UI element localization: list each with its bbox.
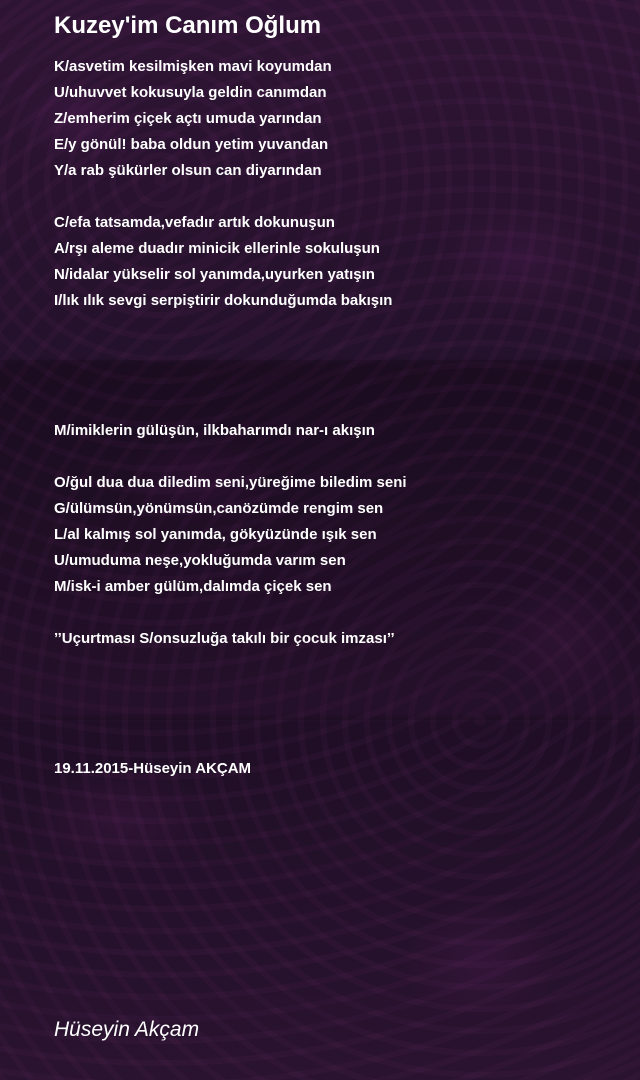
stanza-gap — [54, 392, 614, 418]
stanza-gap — [54, 340, 614, 366]
stanza-gap — [54, 704, 614, 730]
stanza-3 — [54, 418, 614, 444]
stanza-4 — [54, 470, 614, 600]
poem-line: A/rşı aleme duadır minicik ellerinle sokuluşun — [54, 240, 380, 257]
poem-line: E/y gönül! baba oldun yetim yuvandan — [54, 136, 329, 153]
poem-line: C/efa tatsamda,vefadır artık dokunuşun — [54, 214, 335, 231]
poem-line: M/imiklerin gülüşün, ilkbaharımdı nar-ı akışın — [54, 422, 375, 439]
stanza-2 — [54, 210, 614, 314]
poem-line: Y/a rab şükürler olsun can diyarından — [54, 162, 322, 179]
stanza-gap — [54, 366, 614, 392]
stanza-gap — [54, 314, 614, 340]
stanza-gap — [54, 652, 614, 678]
stanza-gap — [54, 600, 614, 626]
stanza-gap — [54, 678, 614, 704]
stanza-gap — [54, 730, 614, 756]
poem-line: U/umuduma neşe,yokluğumda varım sen — [54, 552, 346, 569]
poem-closing-line: ’’Uçurtması S/onsuzluğa takılı bir çocuk imzası’’ — [54, 630, 395, 647]
stanza-gap — [54, 184, 614, 210]
stanza-gap — [54, 444, 614, 470]
author-name: Hüseyin Akçam — [54, 1018, 200, 1041]
poem-title: Kuzey'im Canım Oğlum — [54, 12, 322, 39]
poem-line: G/ülümsün,yönümsün,canözümde rengim sen — [54, 500, 384, 517]
stanza-1 — [54, 54, 614, 184]
poem-signature: 19.11.2015-Hüseyin AKÇAM — [54, 760, 252, 777]
poem-line: M/isk-i amber gülüm,dalımda çiçek sen — [54, 578, 332, 595]
poem-line: Z/emherim çiçek açtı umuda yarından — [54, 110, 322, 127]
poem-line: O/ğul dua dua diledim seni,yüreğime biledim seni — [54, 474, 407, 491]
poem-line: K/asvetim kesilmişken mavi koyumdan — [54, 58, 332, 75]
poem-line: L/al kalmış sol yanımda, gökyüzünde ışık sen — [54, 526, 377, 543]
poem-line: N/idalar yükselir sol yanımda,uyurken yatışın — [54, 266, 375, 283]
poem-line: I/lık ılık sevgi serpiştirir dokunduğumda bakışın — [54, 292, 393, 309]
poem-body — [54, 54, 614, 782]
poem-line: U/uhuvvet kokusuyla geldin canımdan — [54, 84, 327, 101]
